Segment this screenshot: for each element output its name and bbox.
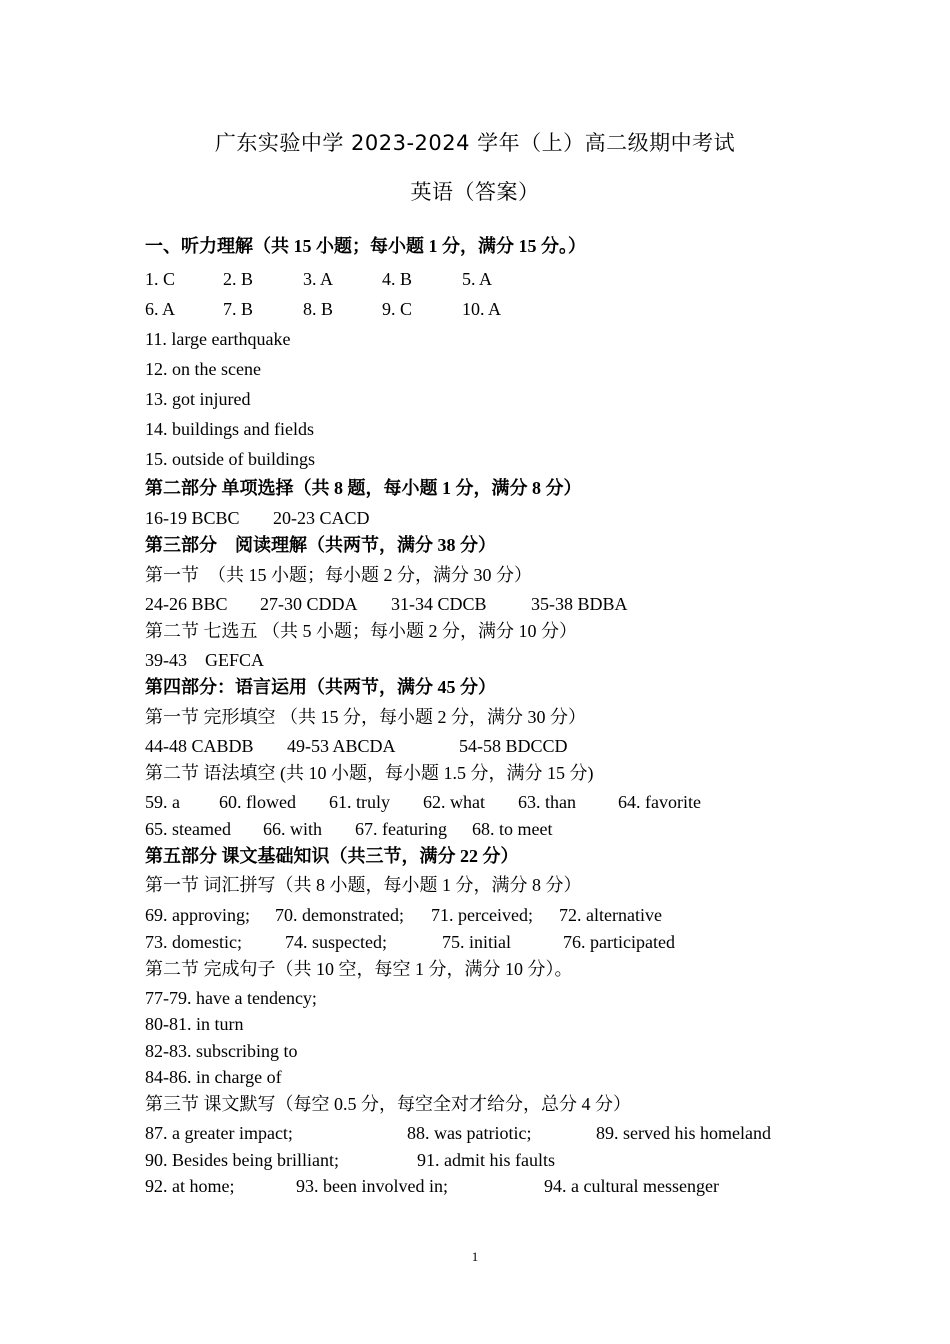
- answer-item: 1. C: [145, 269, 176, 289]
- sentence-answer: 84-86. in charge of: [145, 1067, 282, 1087]
- fill-answer: 11. large earthquake: [145, 329, 291, 349]
- answer-item: 3. A: [303, 269, 334, 289]
- answer-item: 35-38 BDBA: [531, 594, 628, 614]
- section4-part1-heading: 第一节 完形填空 （共 15 分，每小题 2 分，满分 30 分）: [145, 707, 586, 727]
- section3-heading: 第三部分 阅读理解（共两节，满分 38 分）: [145, 535, 496, 555]
- answer-item: 31-34 CDCB: [391, 594, 487, 614]
- fill-answer: 14. buildings and fields: [145, 419, 314, 439]
- answer-item: 27-30 CDDA: [260, 594, 358, 614]
- answer-item: 68. to meet: [472, 819, 553, 839]
- answer-item: 88. was patriotic;: [407, 1123, 532, 1143]
- answer-item: 62. what: [423, 792, 485, 812]
- answer-item: 63. than: [518, 792, 576, 812]
- answer-item: 94. a cultural messenger: [544, 1176, 719, 1196]
- answer-item: 2. B: [223, 269, 254, 289]
- answer-item: 61. truly: [329, 792, 390, 812]
- answer-item: 60. flowed: [219, 792, 296, 812]
- page-number: 1: [471, 1249, 479, 1264]
- answer-item: 6. A: [145, 299, 176, 319]
- answer-item: 70. demonstrated;: [275, 905, 404, 925]
- answer-item: 92. at home;: [145, 1176, 235, 1196]
- answer-item: 71. perceived;: [431, 905, 533, 925]
- answer-item: 67. featuring: [355, 819, 447, 839]
- answer-item: 76. participated: [563, 932, 675, 952]
- answer-item: 49-53 ABCDA: [287, 736, 396, 756]
- answer-item: 87. a greater impact;: [145, 1123, 293, 1143]
- fill-answer: 13. got injured: [145, 389, 251, 409]
- answer-item: 10. A: [462, 299, 502, 319]
- answer-item: 5. A: [462, 269, 493, 289]
- sentence-answer: 80-81. in turn: [145, 1014, 244, 1034]
- answer-item: 7. B: [223, 299, 254, 319]
- answer-item: 93. been involved in;: [296, 1176, 448, 1196]
- answer-item: 89. served his homeland: [596, 1123, 771, 1143]
- answer-item: 59. a: [145, 792, 180, 812]
- answer-item: 72. alternative: [559, 905, 662, 925]
- section3-part2-heading: 第二节 七选五 （共 5 小题；每小题 2 分，满分 10 分）: [145, 621, 577, 641]
- sentence-answer: 77-79. have a tendency;: [145, 988, 317, 1008]
- answer-item: 69. approving;: [145, 905, 250, 925]
- sentence-answer: 82-83. subscribing to: [145, 1041, 298, 1061]
- document-subtitle: 英语（答案）: [410, 180, 540, 204]
- answer-item: 91. admit his faults: [417, 1150, 555, 1170]
- fill-answer: 12. on the scene: [145, 359, 261, 379]
- answer-item: 16-19 BCBC: [145, 508, 240, 528]
- document-title: 广东实验中学 2023-2024 学年（上）高二级期中考试: [214, 131, 736, 155]
- section5-part1-heading: 第一节 词汇拼写（共 8 小题，每小题 1 分，满分 8 分）: [145, 875, 582, 895]
- answer-item: 65. steamed: [145, 819, 231, 839]
- section5-part2-heading: 第二节 完成句子（共 10 空，每空 1 分，满分 10 分）。: [145, 959, 573, 979]
- answer-item: 54-58 BDCCD: [459, 736, 568, 756]
- section1-heading: 一、听力理解（共 15 小题；每小题 1 分，满分 15 分。）: [145, 236, 586, 256]
- section3-part2-answers: 39-43 GEFCA: [145, 650, 265, 670]
- answer-item: 66. with: [263, 819, 323, 839]
- answer-item: 73. domestic;: [145, 932, 242, 952]
- answer-item: 44-48 CABDB: [145, 736, 254, 756]
- answer-item: 4. B: [382, 269, 413, 289]
- section4-part2-heading: 第二节 语法填空 (共 10 小题，每小题 1.5 分，满分 15 分): [145, 763, 594, 783]
- fill-answer: 15. outside of buildings: [145, 449, 315, 469]
- section4-heading: 第四部分：语言运用（共两节，满分 45 分）: [145, 677, 496, 697]
- answer-item: 20-23 CACD: [273, 508, 370, 528]
- answer-item: 8. B: [303, 299, 334, 319]
- section5-part3-heading: 第三节 课文默写（每空 0.5 分，每空全对才给分，总分 4 分）: [145, 1094, 631, 1114]
- answer-item: 64. favorite: [618, 792, 701, 812]
- answer-item: 9. C: [382, 299, 413, 319]
- section5-heading: 第五部分 课文基础知识（共三节，满分 22 分）: [145, 846, 519, 866]
- section3-part1-heading: 第一节 （共 15 小题；每小题 2 分，满分 30 分）: [145, 565, 532, 585]
- section2-heading: 第二部分 单项选择（共 8 题，每小题 1 分，满分 8 分）: [145, 478, 582, 498]
- answer-item: 24-26 BBC: [145, 594, 228, 614]
- answer-item: 75. initial: [442, 932, 511, 952]
- answer-item: 90. Besides being brilliant;: [145, 1150, 339, 1170]
- answer-item: 74. suspected;: [285, 932, 387, 952]
